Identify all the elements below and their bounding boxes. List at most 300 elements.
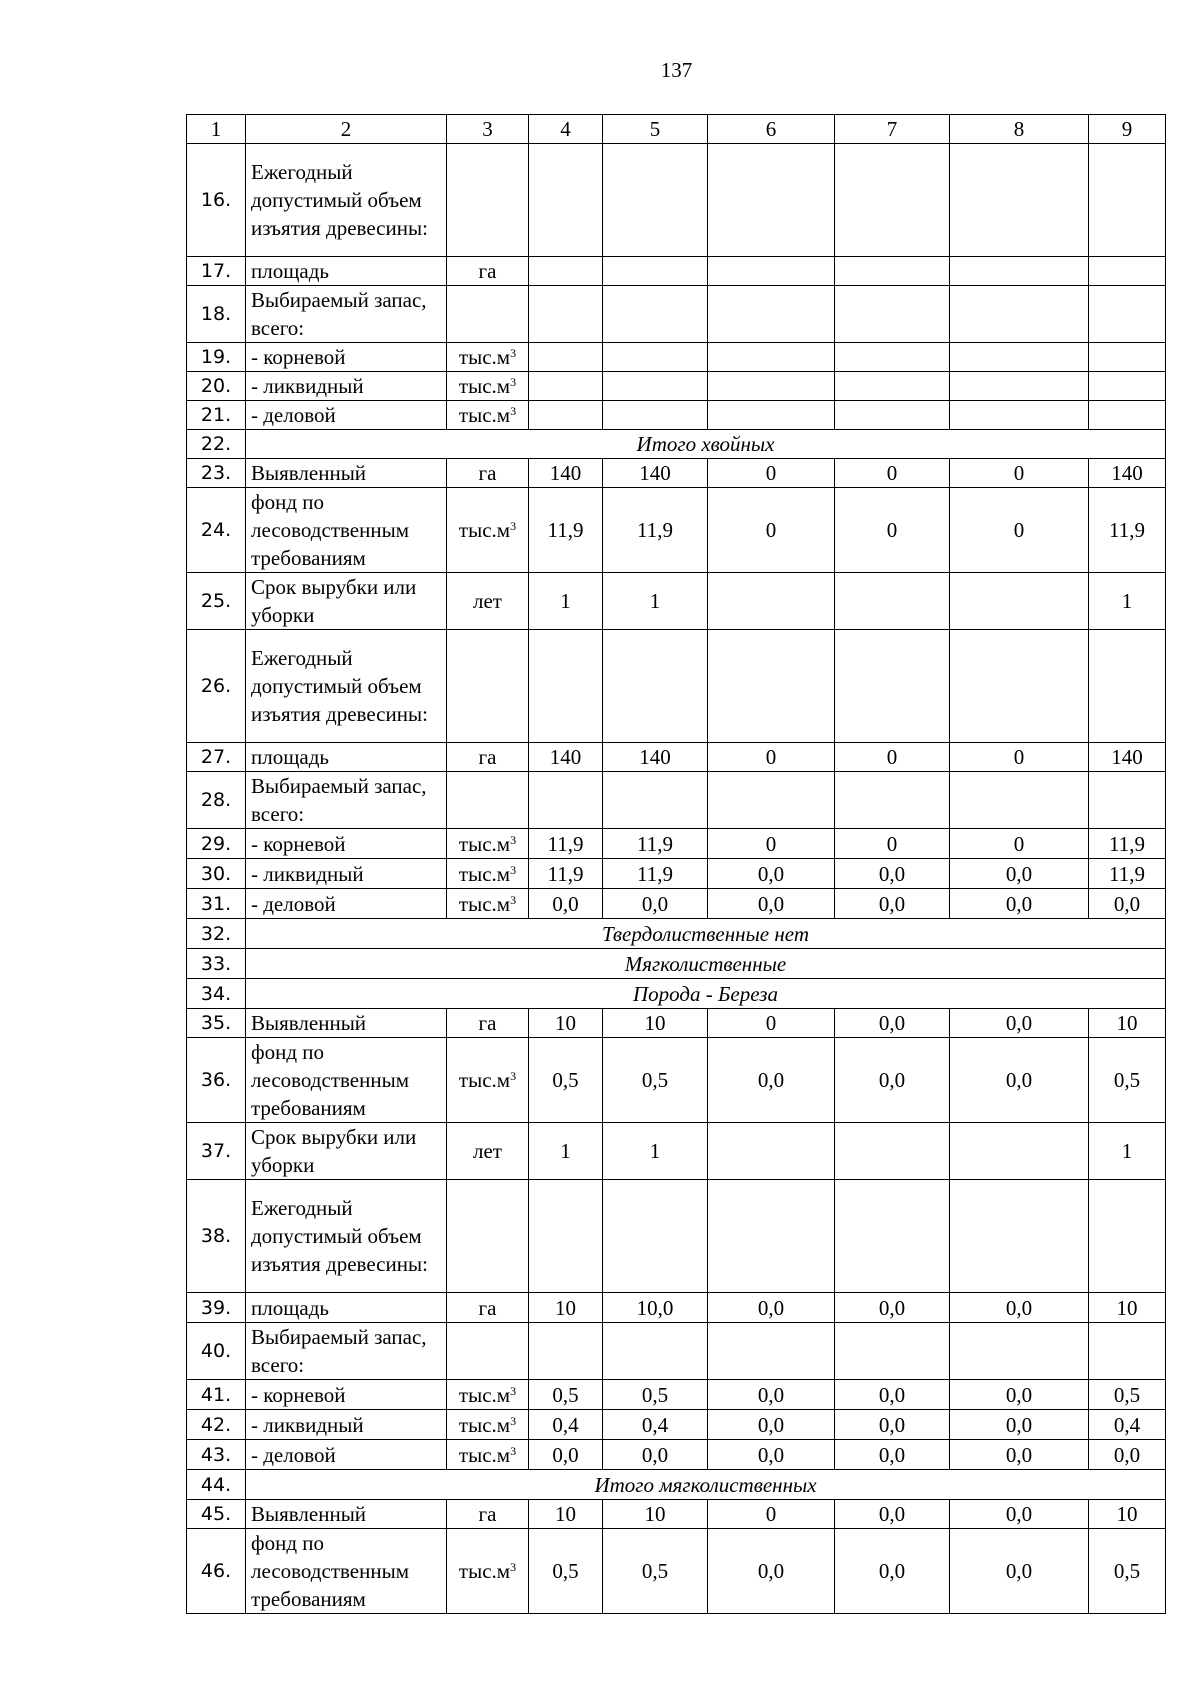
value-cell: 0,5	[529, 1380, 603, 1410]
indicator-name: Ежегодный допустимый объем изъятия древесины:	[246, 630, 447, 743]
indicator-name: - ликвидный	[246, 859, 447, 889]
unit-superscript: 3	[510, 1383, 517, 1398]
value-cell	[950, 144, 1089, 257]
value-cell	[950, 401, 1089, 430]
section-heading: Итого хвойных	[246, 430, 1166, 459]
indicator-name: - деловой	[246, 889, 447, 919]
table-row	[187, 430, 1166, 459]
table-row	[187, 859, 1166, 889]
unit-superscript: 3	[510, 1413, 517, 1428]
table-row	[187, 401, 1166, 430]
value-cell: 10	[1089, 1500, 1166, 1529]
table-row	[187, 1009, 1166, 1038]
page-number: 137	[660, 58, 693, 82]
unit-label: лет	[473, 589, 502, 613]
row-number: 37.	[187, 1123, 246, 1180]
value-cell: 11,9	[529, 829, 603, 859]
value-cell: 0	[708, 1500, 835, 1529]
unit-label: тыс.м	[458, 891, 511, 916]
value-cell	[1089, 1180, 1166, 1293]
value-cell	[835, 286, 950, 343]
value-cell: 0,0	[708, 889, 835, 919]
value-cell	[529, 372, 603, 401]
unit-label: га	[478, 1011, 497, 1035]
unit-cell	[447, 1038, 529, 1123]
value-cell: 0,0	[835, 1038, 950, 1123]
value-cell: 0,0	[708, 1380, 835, 1410]
header-cell: 6	[708, 115, 835, 144]
row-number: 19.	[187, 343, 246, 372]
value-cell: 10	[529, 1009, 603, 1038]
section-heading: Твердолиственные нет	[246, 919, 1166, 949]
value-cell	[835, 630, 950, 743]
value-cell	[708, 343, 835, 372]
table-row	[187, 144, 1166, 257]
value-cell: 0	[835, 743, 950, 772]
table-row	[187, 1180, 1166, 1293]
row-number: 24.	[187, 488, 246, 573]
indicator-name: фонд по лесоводственным требованиям	[246, 488, 447, 573]
value-cell: 11,9	[603, 829, 708, 859]
value-cell: 0,0	[950, 1293, 1089, 1323]
value-cell: 11,9	[1089, 488, 1166, 573]
value-cell: 0	[835, 459, 950, 488]
value-cell	[1089, 372, 1166, 401]
value-cell	[950, 343, 1089, 372]
value-cell: 0,0	[835, 859, 950, 889]
indicator-name: фонд по лесоводственным требованиям	[246, 1038, 447, 1123]
unit-superscript: 3	[510, 1560, 517, 1574]
indicator-name: Ежегодный допустимый объем изъятия древесины:	[246, 144, 447, 257]
row-number: 28.	[187, 772, 246, 829]
indicator-name: - корневой	[246, 1380, 447, 1410]
value-cell: 11,9	[1089, 859, 1166, 889]
row-number: 44.	[187, 1470, 246, 1500]
value-cell: 0,0	[1089, 1440, 1166, 1470]
header-cell: 4	[529, 115, 603, 144]
value-cell	[950, 772, 1089, 829]
value-cell: 0,0	[835, 1009, 950, 1038]
row-number: 27.	[187, 743, 246, 772]
indicator-name: - ликвидный	[246, 1410, 447, 1440]
value-cell	[1089, 1323, 1166, 1380]
unit-superscript: 3	[510, 375, 517, 389]
unit-label: га	[478, 1295, 497, 1320]
unit-cell	[447, 372, 529, 401]
value-cell: 0,0	[1089, 889, 1166, 919]
unit-cell	[447, 630, 529, 743]
value-cell	[835, 1180, 950, 1293]
value-cell	[708, 772, 835, 829]
value-cell	[835, 772, 950, 829]
value-cell	[950, 630, 1089, 743]
value-cell: 0,0	[950, 1009, 1089, 1038]
value-cell: 0,0	[603, 889, 708, 919]
table-row	[187, 829, 1166, 859]
unit-label: лет	[473, 1139, 502, 1163]
value-cell: 0,0	[708, 1440, 835, 1470]
unit-label: тыс.м	[458, 1068, 511, 1092]
value-cell: 10	[529, 1293, 603, 1323]
value-cell	[708, 286, 835, 343]
table-row	[187, 257, 1166, 286]
table-row	[187, 919, 1166, 949]
indicator-name: Выбираемый запас, всего:	[246, 286, 447, 343]
unit-cell	[447, 1009, 529, 1038]
unit-label: га	[478, 745, 497, 769]
unit-label: тыс.м	[458, 518, 511, 542]
value-cell	[603, 1323, 708, 1380]
value-cell	[708, 401, 835, 430]
value-cell	[835, 144, 950, 257]
value-cell	[950, 257, 1089, 286]
unit-label: тыс.м	[458, 861, 511, 886]
section-heading: Итого мягколиственных	[246, 1470, 1166, 1500]
value-cell	[835, 1123, 950, 1180]
unit-superscript: 3	[510, 404, 517, 418]
value-cell: 0,0	[835, 1410, 950, 1440]
value-cell: 140	[603, 743, 708, 772]
value-cell	[529, 144, 603, 257]
indicator-name: - деловой	[246, 401, 447, 430]
value-cell: 0,0	[950, 889, 1089, 919]
section-heading: Порода - Береза	[246, 979, 1166, 1009]
table-row	[187, 949, 1166, 979]
row-number: 33.	[187, 949, 246, 979]
indicator-name: - корневой	[246, 829, 447, 859]
value-cell	[835, 343, 950, 372]
row-number: 42.	[187, 1410, 246, 1440]
value-cell: 11,9	[603, 488, 708, 573]
value-cell	[603, 144, 708, 257]
table-row	[187, 743, 1166, 772]
value-cell	[603, 401, 708, 430]
indicator-name: Выбираемый запас, всего:	[246, 772, 447, 829]
row-number: 21.	[187, 401, 246, 430]
value-cell: 1	[603, 573, 708, 630]
value-cell: 0,0	[950, 1529, 1089, 1614]
table-row	[187, 1529, 1166, 1614]
value-cell: 1	[1089, 1123, 1166, 1180]
value-cell	[529, 1323, 603, 1380]
value-cell: 10	[1089, 1293, 1166, 1323]
indicator-name: - корневой	[246, 343, 447, 372]
value-cell: 0,4	[1089, 1410, 1166, 1440]
header-cell: 5	[603, 115, 708, 144]
table-row	[187, 1440, 1166, 1470]
row-number: 45.	[187, 1500, 246, 1529]
indicator-name: площадь	[246, 1293, 447, 1323]
row-number: 39.	[187, 1293, 246, 1323]
value-cell	[835, 257, 950, 286]
unit-label: тыс.м	[458, 345, 511, 369]
row-number: 23.	[187, 459, 246, 488]
value-cell	[1089, 401, 1166, 430]
row-number: 26.	[187, 630, 246, 743]
row-number: 29.	[187, 829, 246, 859]
table-row	[187, 1293, 1166, 1323]
row-number: 41.	[187, 1380, 246, 1410]
value-cell: 0,0	[835, 1529, 950, 1614]
unit-label: тыс.м	[458, 1382, 511, 1407]
value-cell	[950, 372, 1089, 401]
row-number: 16.	[187, 144, 246, 257]
value-cell: 10,0	[603, 1293, 708, 1323]
value-cell: 140	[529, 743, 603, 772]
unit-cell	[447, 459, 529, 488]
value-cell: 0,0	[708, 1038, 835, 1123]
table-row	[187, 1470, 1166, 1500]
value-cell: 0,0	[950, 1440, 1089, 1470]
unit-cell	[447, 1500, 529, 1529]
value-cell: 140	[603, 459, 708, 488]
row-number: 18.	[187, 286, 246, 343]
value-cell: 0,0	[835, 1293, 950, 1323]
unit-label: тыс.м	[458, 831, 511, 856]
value-cell: 0,0	[708, 1293, 835, 1323]
header-cell: 2	[246, 115, 447, 144]
unit-cell	[447, 1123, 529, 1180]
value-cell	[950, 573, 1089, 630]
value-cell: 0	[835, 488, 950, 573]
unit-cell	[447, 772, 529, 829]
value-cell	[708, 1123, 835, 1180]
value-cell	[708, 1323, 835, 1380]
value-cell: 0,0	[950, 1500, 1089, 1529]
value-cell: 1	[529, 1123, 603, 1180]
value-cell: 0,0	[835, 1500, 950, 1529]
value-cell: 0	[708, 1009, 835, 1038]
unit-superscript: 3	[510, 519, 517, 533]
value-cell	[1089, 286, 1166, 343]
row-number: 20.	[187, 372, 246, 401]
value-cell: 0,0	[835, 1380, 950, 1410]
value-cell: 0,4	[603, 1410, 708, 1440]
row-number: 25.	[187, 573, 246, 630]
value-cell: 0,0	[835, 889, 950, 919]
value-cell: 10	[603, 1500, 708, 1529]
value-cell: 0	[950, 459, 1089, 488]
value-cell	[529, 257, 603, 286]
table-row	[187, 286, 1166, 343]
value-cell: 0,4	[529, 1410, 603, 1440]
value-cell: 0,0	[835, 1440, 950, 1470]
table-row	[187, 979, 1166, 1009]
value-cell: 11,9	[1089, 829, 1166, 859]
value-cell: 0,0	[950, 859, 1089, 889]
unit-superscript: 3	[510, 862, 517, 877]
indicator-name: Срок вырубки или уборки	[246, 573, 447, 630]
unit-label: га	[478, 461, 497, 485]
unit-superscript: 3	[510, 1443, 517, 1458]
unit-cell	[447, 1180, 529, 1293]
value-cell: 0	[708, 829, 835, 859]
row-number: 34.	[187, 979, 246, 1009]
table-row	[187, 889, 1166, 919]
table-row	[187, 1500, 1166, 1529]
value-cell: 0	[708, 488, 835, 573]
value-cell: 0	[708, 743, 835, 772]
unit-label: тыс.м	[458, 1412, 511, 1437]
table-row	[187, 343, 1166, 372]
value-cell	[708, 372, 835, 401]
unit-superscript: 3	[510, 1069, 517, 1083]
value-cell	[835, 1323, 950, 1380]
table-row	[187, 630, 1166, 743]
unit-cell	[447, 401, 529, 430]
value-cell: 0,0	[603, 1440, 708, 1470]
table-row	[187, 573, 1166, 630]
value-cell	[708, 630, 835, 743]
header-cell: 1	[187, 115, 246, 144]
value-cell	[950, 1323, 1089, 1380]
value-cell	[835, 573, 950, 630]
row-number: 17.	[187, 257, 246, 286]
unit-cell	[447, 1293, 529, 1323]
indicator-name: Выбираемый запас, всего:	[246, 1323, 447, 1380]
value-cell: 0,0	[708, 1529, 835, 1614]
unit-cell	[447, 286, 529, 343]
value-cell	[1089, 144, 1166, 257]
value-cell: 0,0	[529, 1440, 603, 1470]
value-cell: 0,5	[1089, 1529, 1166, 1614]
table-row	[187, 488, 1166, 573]
value-cell	[603, 772, 708, 829]
section-heading: Мягколиственные	[246, 949, 1166, 979]
header-cell: 3	[447, 115, 529, 144]
unit-cell	[447, 144, 529, 257]
value-cell: 11,9	[529, 859, 603, 889]
value-cell: 140	[1089, 743, 1166, 772]
value-cell	[603, 372, 708, 401]
header-row	[187, 115, 1166, 144]
value-cell: 0,5	[1089, 1038, 1166, 1123]
unit-cell	[447, 889, 529, 919]
value-cell: 140	[529, 459, 603, 488]
table-row	[187, 459, 1166, 488]
unit-cell	[447, 573, 529, 630]
indicator-name: Выявленный	[246, 1500, 447, 1529]
value-cell	[1089, 630, 1166, 743]
unit-label: га	[478, 1502, 497, 1526]
value-cell	[835, 372, 950, 401]
value-cell	[708, 257, 835, 286]
value-cell: 0	[835, 829, 950, 859]
value-cell	[1089, 772, 1166, 829]
table-row	[187, 1380, 1166, 1410]
value-cell	[1089, 257, 1166, 286]
indicator-name: фонд по лесоводственным требованиям	[246, 1529, 447, 1614]
value-cell: 0	[950, 743, 1089, 772]
value-cell: 0,5	[603, 1038, 708, 1123]
row-number: 38.	[187, 1180, 246, 1293]
unit-cell	[447, 859, 529, 889]
value-cell: 0	[950, 829, 1089, 859]
value-cell: 0,5	[529, 1529, 603, 1614]
header-cell: 9	[1089, 115, 1166, 144]
value-cell	[603, 1180, 708, 1293]
value-cell	[708, 144, 835, 257]
value-cell: 11,9	[529, 488, 603, 573]
unit-superscript: 3	[510, 346, 517, 360]
value-cell: 0,5	[529, 1038, 603, 1123]
indicator-name: площадь	[246, 257, 447, 286]
indicator-name: - ликвидный	[246, 372, 447, 401]
unit-cell	[447, 1410, 529, 1440]
value-cell: 0,0	[950, 1410, 1089, 1440]
unit-cell	[447, 743, 529, 772]
table-row	[187, 772, 1166, 829]
unit-cell	[447, 1380, 529, 1410]
row-number: 30.	[187, 859, 246, 889]
indicator-name: - деловой	[246, 1440, 447, 1470]
value-cell: 140	[1089, 459, 1166, 488]
unit-cell	[447, 829, 529, 859]
unit-label: тыс.м	[458, 374, 511, 398]
value-cell: 10	[1089, 1009, 1166, 1038]
table-row	[187, 1410, 1166, 1440]
value-cell: 1	[529, 573, 603, 630]
value-cell: 11,9	[603, 859, 708, 889]
table-row	[187, 372, 1166, 401]
value-cell	[529, 343, 603, 372]
value-cell	[603, 286, 708, 343]
table-row	[187, 1323, 1166, 1380]
row-number: 36.	[187, 1038, 246, 1123]
unit-cell	[447, 1529, 529, 1614]
value-cell	[835, 401, 950, 430]
table-body	[187, 144, 1166, 1614]
indicator-name: площадь	[246, 743, 447, 772]
unit-cell	[447, 488, 529, 573]
unit-label: га	[478, 259, 497, 283]
unit-superscript: 3	[510, 832, 517, 847]
unit-superscript: 3	[510, 892, 517, 907]
row-number: 43.	[187, 1440, 246, 1470]
row-number: 46.	[187, 1529, 246, 1614]
value-cell	[529, 1180, 603, 1293]
value-cell: 0,0	[950, 1038, 1089, 1123]
value-cell: 10	[603, 1009, 708, 1038]
value-cell: 0	[950, 488, 1089, 573]
indicator-name: Ежегодный допустимый объем изъятия древесины:	[246, 1180, 447, 1293]
value-cell: 0,5	[603, 1380, 708, 1410]
table-row	[187, 1038, 1166, 1123]
value-cell: 1	[1089, 573, 1166, 630]
row-number: 40.	[187, 1323, 246, 1380]
unit-cell	[447, 1323, 529, 1380]
value-cell: 0,5	[603, 1529, 708, 1614]
indicator-name: Выявленный	[246, 459, 447, 488]
value-cell: 0,0	[708, 859, 835, 889]
value-cell	[529, 401, 603, 430]
unit-cell	[447, 343, 529, 372]
value-cell	[1089, 343, 1166, 372]
unit-label: тыс.м	[458, 403, 511, 427]
value-cell	[950, 286, 1089, 343]
row-number: 35.	[187, 1009, 246, 1038]
value-cell	[708, 1180, 835, 1293]
value-cell	[529, 286, 603, 343]
unit-cell	[447, 257, 529, 286]
value-cell	[603, 257, 708, 286]
unit-label: тыс.м	[458, 1559, 511, 1583]
unit-cell	[447, 1440, 529, 1470]
value-cell: 1	[603, 1123, 708, 1180]
value-cell: 0,0	[708, 1410, 835, 1440]
value-cell: 0,0	[529, 889, 603, 919]
value-cell	[603, 630, 708, 743]
